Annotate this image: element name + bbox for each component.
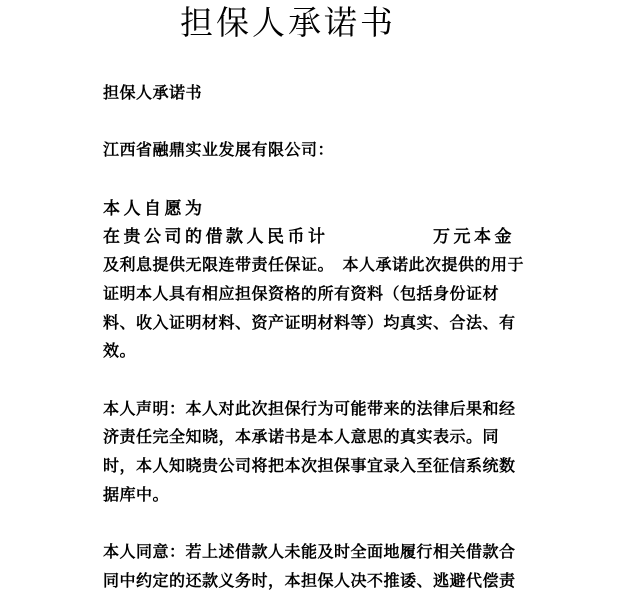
blank-line — [103, 166, 515, 195]
paragraph1-line: 及利息提供无限连带责任保证。 本人承诺此次提供的用于 — [103, 257, 525, 275]
declaration-paragraph-line: 济责任完全知晓，本承诺书是本人意思的真实表示。同 — [103, 429, 500, 447]
declaration-paragraph-line: 时，本人知晓贵公司将把本次担保事宜录入至征信系统数 — [103, 457, 516, 475]
blank-line — [103, 367, 515, 396]
company-salutation: 江西省融鼎实业发展有限公司： — [103, 142, 335, 160]
blank-line — [103, 510, 515, 539]
document-subtitle-heading: 担保人承诺书 — [103, 85, 203, 102]
paragraph1-line: 证明本人具有相应担保资格的所有资料（包括身份证材 — [103, 285, 500, 303]
agreement-paragraph-line: 本人同意：若上述借款人未能及时全面地履行相关借款合 — [103, 544, 516, 561]
loan-amount-suffix: 万元本金 — [433, 227, 515, 247]
paragraph1-line: 料、收入证明材料、资产证明材料等）均真实、合法、有 — [103, 314, 516, 332]
paragraph1-line: 效。 — [103, 343, 137, 361]
document-body — [103, 80, 525, 596]
agreement-paragraph-line: 同中约定的还款义务时，本担保人决不推诿、逃避代偿责 — [103, 572, 516, 590]
declaration-paragraph-line: 本人声明：本人对此次担保行为可能带来的法律后果和经 — [103, 400, 516, 418]
blank-line — [103, 109, 515, 138]
loan-amount-line — [103, 223, 515, 252]
guarantee-intro-line: 本人自愿为 — [103, 198, 206, 218]
loan-amount-prefix: 在贵公司的借款人民币计 — [103, 227, 329, 247]
declaration-paragraph-line: 据库中。 — [103, 486, 170, 504]
document-title: 担保人承诺书 — [180, 6, 396, 42]
